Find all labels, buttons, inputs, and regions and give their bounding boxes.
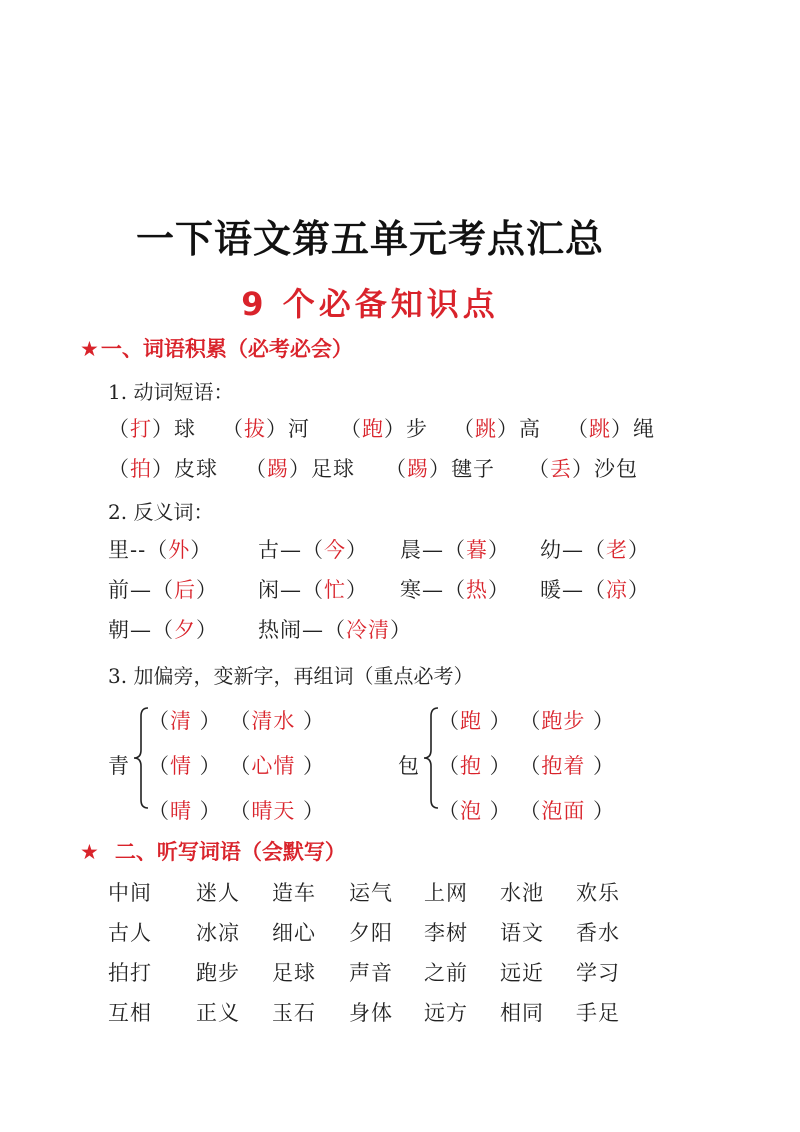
bracket-open: （: [444, 578, 466, 602]
dictation-word: 跑步: [196, 961, 240, 985]
dictation-word: 语文: [500, 921, 544, 945]
section-1-heading: [80, 333, 353, 363]
antonym-dash: —: [302, 618, 324, 642]
verb-object: 河: [288, 417, 310, 441]
verb-answer: 踢: [407, 457, 429, 481]
antonym-pair: [108, 574, 218, 604]
dictation-word: 手足: [576, 1001, 620, 1025]
antonym-pair: [258, 574, 368, 604]
bracket-close: ）: [192, 799, 222, 823]
bracket-open: （: [438, 754, 460, 778]
bracket-open: （: [567, 417, 589, 441]
verb-phrase: [528, 453, 638, 483]
antonym-answer: 夕: [174, 618, 196, 642]
dictation-word: 身体: [349, 1001, 393, 1025]
new-word-answer: 跑步: [541, 709, 586, 733]
bracket-close: ）: [482, 709, 512, 733]
bracket-close: ）: [295, 799, 326, 823]
antonym-word: 前: [108, 578, 130, 602]
dictation-word: 远方: [424, 1001, 468, 1025]
dictation-word: 欢乐: [576, 881, 620, 905]
part-3-label: 3. 加偏旁，变新字，再组词（重点必考）: [108, 664, 474, 688]
bracket-close: ）: [611, 417, 633, 441]
bracket-open: （: [511, 754, 542, 778]
radical-base-char: 青: [108, 754, 130, 778]
bracket-open: （: [152, 618, 174, 642]
verb-answer: 跑: [362, 417, 384, 441]
page-subtitle: 9 个必备知识点: [241, 285, 499, 323]
antonym-answer: 暮: [466, 538, 488, 562]
dictation-word: 互相: [108, 1001, 152, 1025]
antonym-dash: —: [130, 578, 152, 602]
antonym-dash: —: [280, 538, 302, 562]
new-word-answer: 抱着: [541, 754, 586, 778]
antonym-dash: --: [130, 538, 147, 562]
verb-answer: 拔: [244, 417, 266, 441]
antonym-word: 朝: [108, 618, 130, 642]
verb-object: 球: [174, 417, 196, 441]
bracket-close: ）: [266, 417, 288, 441]
bracket-close: ）: [482, 754, 512, 778]
antonym-word: 晨: [400, 538, 422, 562]
antonym-word: 幼: [540, 538, 562, 562]
bracket-close: ）: [384, 417, 406, 441]
bracket-open: （: [438, 709, 460, 733]
new-word-answer: 清水: [251, 709, 296, 733]
verb-phrase: [453, 413, 541, 443]
verb-object: 绳: [633, 417, 655, 441]
bracket-open: （: [302, 578, 324, 602]
new-char-answer: 情: [170, 754, 192, 778]
antonym-pair: [258, 614, 412, 644]
dictation-word: 足球: [272, 961, 316, 985]
antonym-answer: 今: [324, 538, 346, 562]
antonym-answer: 热: [466, 578, 488, 602]
dictation-word: 古人: [108, 921, 152, 945]
dictation-word: 上网: [424, 881, 468, 905]
antonym-pair: [108, 614, 218, 644]
radical-item: [438, 795, 615, 825]
verb-answer: 拍: [130, 457, 152, 481]
bracket-close: ）: [585, 754, 616, 778]
antonym-word: 里: [108, 538, 130, 562]
antonym-pair: [540, 534, 650, 564]
verb-phrase: [108, 453, 218, 483]
antonym-word: 古: [258, 538, 280, 562]
bracket-open: （: [511, 799, 542, 823]
star-icon: ★: [80, 840, 99, 864]
dictation-word: 之前: [424, 961, 468, 985]
antonym-answer: 冷清: [346, 618, 390, 642]
dictation-word: 造车: [272, 881, 316, 905]
dictation-word: 夕阳: [349, 921, 393, 945]
verb-object: 足球: [311, 457, 355, 481]
new-char-answer: 晴: [170, 799, 192, 823]
bracket-open: （: [324, 618, 346, 642]
antonym-answer: 凉: [606, 578, 628, 602]
section-2-heading: [80, 836, 346, 866]
page-title: 一下语文第五单元考点汇总: [135, 217, 604, 261]
bracket-open: （: [221, 709, 252, 733]
antonym-pair: [400, 574, 510, 604]
bracket-close: ）: [295, 709, 326, 733]
dictation-word: 玉石: [272, 1001, 316, 1025]
bracket-close: ）: [429, 457, 451, 481]
antonym-word: 闲: [258, 578, 280, 602]
dictation-word: 声音: [349, 961, 393, 985]
dictation-word: 运气: [349, 881, 393, 905]
bracket-close: ）: [346, 578, 368, 602]
part-1-label: 1. 动词短语：: [108, 380, 234, 404]
antonym-dash: —: [562, 538, 584, 562]
bracket-close: ）: [190, 538, 213, 562]
verb-object: 毽子: [451, 457, 495, 481]
verb-object: 沙包: [594, 457, 638, 481]
bracket-close: ）: [628, 578, 650, 602]
antonym-dash: —: [280, 578, 302, 602]
bracket-close: ）: [192, 754, 222, 778]
verb-object: 步: [406, 417, 428, 441]
dictation-word: 李树: [424, 921, 468, 945]
bracket-open: （: [340, 417, 362, 441]
bracket-close: ）: [488, 578, 510, 602]
new-word-answer: 泡面: [541, 799, 586, 823]
bracket-close: ）: [497, 417, 519, 441]
bracket-open: （: [453, 417, 475, 441]
bracket-open: （: [245, 457, 267, 481]
new-word-answer: 心情: [251, 754, 296, 778]
bracket-close: ）: [152, 417, 174, 441]
radical-item: [438, 705, 615, 735]
antonym-dash: —: [422, 538, 444, 562]
bracket-open: （: [148, 709, 170, 733]
bracket-open: （: [221, 754, 252, 778]
new-char-answer: 清: [170, 709, 192, 733]
verb-phrase: [567, 413, 655, 443]
bracket-open: （: [148, 754, 170, 778]
antonym-pair: [540, 574, 650, 604]
verb-answer: 打: [130, 417, 152, 441]
radical-item: [148, 705, 325, 735]
bracket-open: （: [152, 578, 174, 602]
antonym-word: 寒: [400, 578, 422, 602]
verb-phrase: [222, 413, 310, 443]
new-word-answer: 晴天: [251, 799, 296, 823]
bracket-close: ）: [628, 538, 650, 562]
new-char-answer: 跑: [460, 709, 482, 733]
antonym-word: 热闹: [258, 618, 302, 642]
bracket-close: ）: [295, 754, 326, 778]
verb-answer: 踢: [267, 457, 289, 481]
verb-object: 皮球: [174, 457, 218, 481]
radical-base-char: 包: [398, 754, 420, 778]
bracket-open: （: [584, 538, 606, 562]
bracket-close: ）: [488, 538, 510, 562]
bracket-close: ）: [196, 578, 218, 602]
bracket-close: ）: [572, 457, 594, 481]
star-icon: ★: [80, 337, 99, 361]
bracket-close: ）: [390, 618, 412, 642]
bracket-open: （: [438, 799, 460, 823]
antonym-dash: —: [422, 578, 444, 602]
bracket-close: ）: [289, 457, 311, 481]
new-char-answer: 抱: [460, 754, 482, 778]
antonym-answer: 忙: [324, 578, 346, 602]
antonym-answer: 后: [174, 578, 196, 602]
antonym-pair: [400, 534, 510, 564]
bracket-close: ）: [152, 457, 174, 481]
new-char-answer: 泡: [460, 799, 482, 823]
dictation-word: 远近: [500, 961, 544, 985]
dictation-word: 水池: [500, 881, 544, 905]
antonym-word: 暖: [540, 578, 562, 602]
bracket-close: ）: [196, 618, 218, 642]
radical-item: [148, 795, 325, 825]
antonym-dash: —: [130, 618, 152, 642]
bracket-open: （: [108, 457, 130, 481]
verb-answer: 丢: [550, 457, 572, 481]
bracket-open: （: [148, 799, 170, 823]
verb-answer: 跳: [589, 417, 611, 441]
bracket-open: （: [302, 538, 324, 562]
bracket-open: （: [511, 709, 542, 733]
verb-phrase: [340, 413, 428, 443]
verb-phrase: [245, 453, 355, 483]
verb-object: 高: [519, 417, 541, 441]
bracket-open: （: [108, 417, 130, 441]
bracket-close: ）: [585, 799, 616, 823]
dictation-word: 冰凉: [196, 921, 240, 945]
antonym-pair: [108, 534, 212, 564]
dictation-word: 中间: [108, 881, 152, 905]
bracket-open: （: [146, 538, 169, 562]
antonym-dash: —: [562, 578, 584, 602]
radical-item: [148, 750, 325, 780]
bracket-close: ）: [482, 799, 512, 823]
bracket-open: （: [222, 417, 244, 441]
antonym-pair: [258, 534, 368, 564]
bracket-close: ）: [585, 709, 616, 733]
dictation-word: 拍打: [108, 961, 152, 985]
verb-phrase: [108, 413, 196, 443]
dictation-word: 细心: [272, 921, 316, 945]
dictation-word: 相同: [500, 1001, 544, 1025]
bracket-open: （: [385, 457, 407, 481]
bracket-open: （: [528, 457, 550, 481]
bracket-open: （: [444, 538, 466, 562]
antonym-answer: 老: [606, 538, 628, 562]
dictation-word: 迷人: [196, 881, 240, 905]
bracket-open: （: [221, 799, 252, 823]
part-2-label: 2. 反义词：: [108, 500, 214, 524]
verb-phrase: [385, 453, 495, 483]
dictation-word: 学习: [576, 961, 620, 985]
section-2-title: 二、听写词语（会默写）: [114, 840, 346, 864]
radical-item: [438, 750, 615, 780]
bracket-open: （: [584, 578, 606, 602]
dictation-word: 正义: [196, 1001, 240, 1025]
bracket-close: ）: [192, 709, 222, 733]
antonym-answer: 外: [168, 538, 191, 562]
verb-answer: 跳: [475, 417, 497, 441]
dictation-word: 香水: [576, 921, 620, 945]
section-1-title: 一、词语积累（必考必会）: [100, 337, 353, 361]
bracket-close: ）: [346, 538, 368, 562]
